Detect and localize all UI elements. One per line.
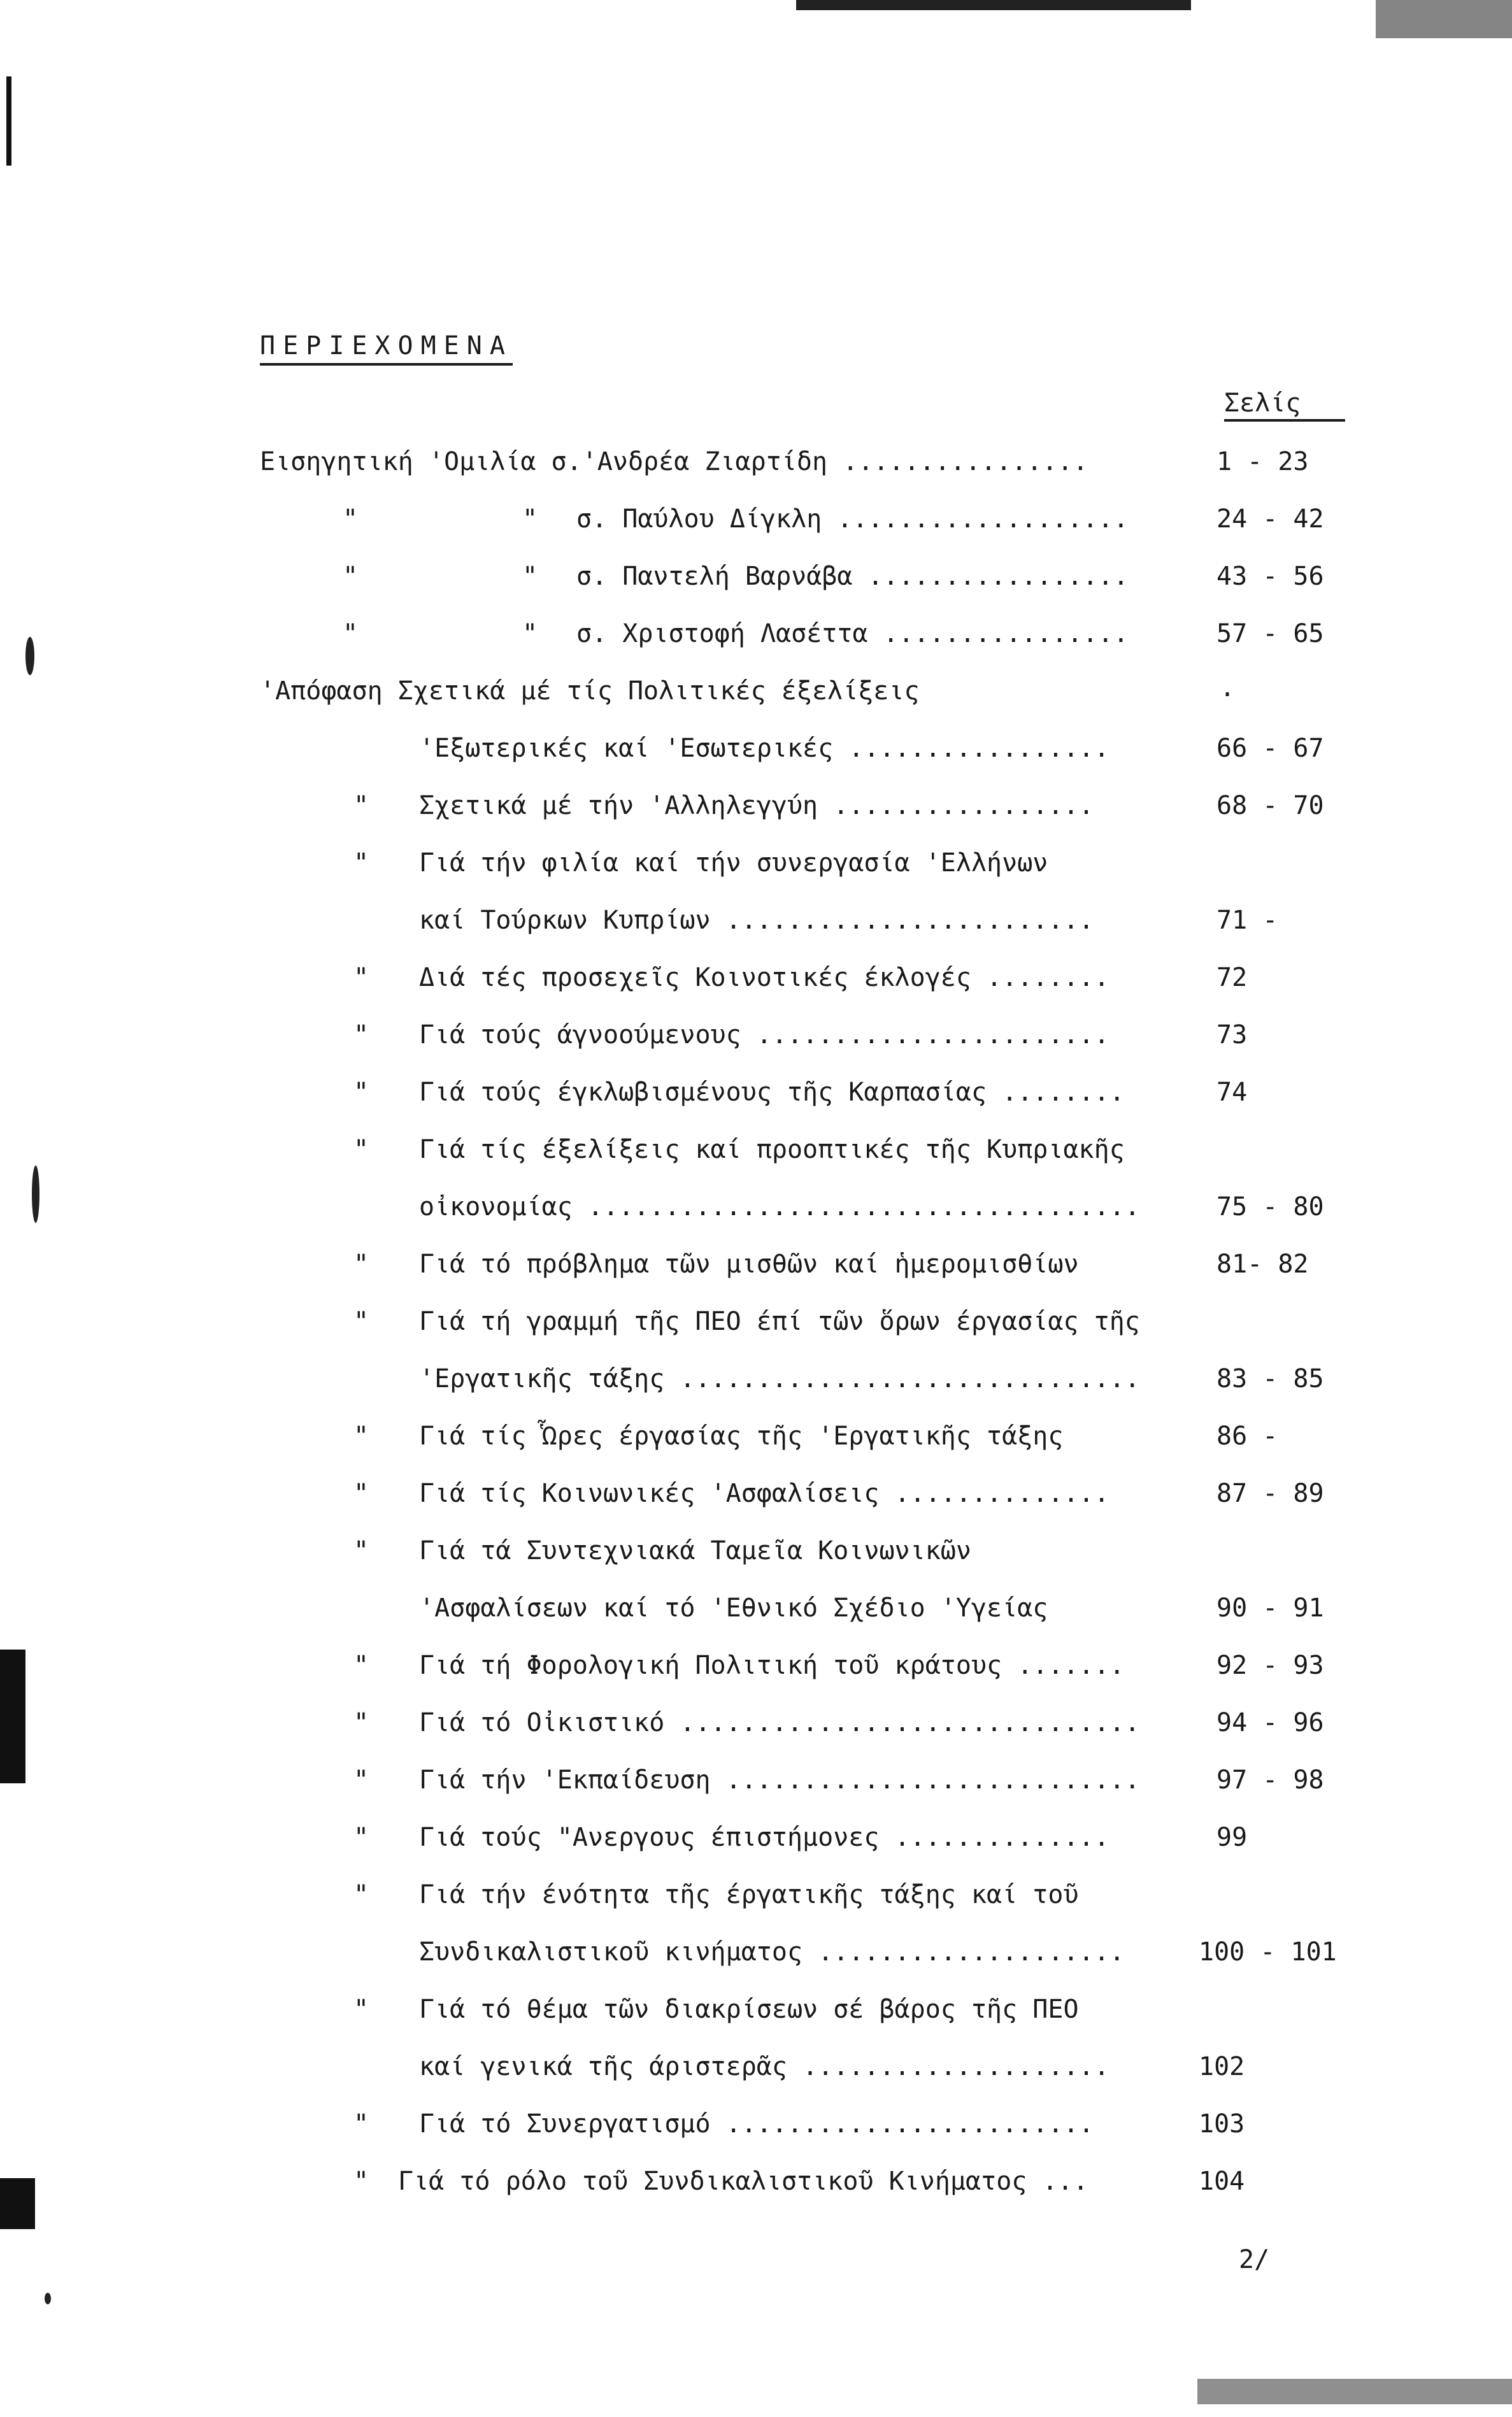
ditto-mark: " <box>353 1020 369 1050</box>
scan-edge-left-1 <box>6 76 11 166</box>
ditto-mark: " <box>353 963 369 992</box>
toc-entry-text: οἰκονομίας .................................... <box>419 1192 1140 1222</box>
ditto-mark: " <box>343 619 359 648</box>
toc-entry-text: Γιά τήν ένότητα τῆς έργατικῆς τάξης καί τοῦ <box>419 1880 1079 1909</box>
toc-entry-pages: 92 - 93 <box>1216 1651 1324 1680</box>
ditto-mark: " <box>353 1479 369 1508</box>
toc-entry-text: Συνδικαλιστικοῦ κινήματος .................... <box>419 1937 1125 1967</box>
ditto-mark: " <box>353 848 369 878</box>
toc-entry-pages: 57 - 65 <box>1216 619 1324 648</box>
toc-entry-text: 'Ασφαλίσεων καί τό 'Εθνικό Σχέδιο 'Υγείας <box>419 1594 1048 1623</box>
toc-entry-pages: 94 - 96 <box>1216 1708 1324 1737</box>
toc-entry-pages: 66 - 67 <box>1216 734 1324 763</box>
scan-edge-bottom-right <box>1197 2379 1512 2404</box>
toc-entry-pages: 72 <box>1216 963 1248 992</box>
ditto-mark: " <box>353 1536 369 1565</box>
toc-entry-pages: 75 - 80 <box>1216 1192 1324 1222</box>
toc-entry-text: Γιά τήν φιλία καί τήν συνεργασία 'Ελλήνων <box>419 848 1048 878</box>
scan-edge-top <box>796 0 1191 10</box>
speck <box>25 637 34 675</box>
scan-mark-left-3 <box>0 2178 35 2229</box>
toc-entry-text: σ. Παντελή Βαρνάβα ................. <box>576 562 1129 591</box>
ditto-mark: " <box>353 1708 369 1737</box>
toc-entry-text: Γιά τό Συνεργατισμό ........................ <box>419 2109 1094 2139</box>
toc-entry-text: σ. Χριστοφή Λασέττα ................ <box>576 619 1129 648</box>
toc-entry-text: Γιά τούς άγνοούμενους ....................... <box>419 1020 1109 1050</box>
toc-entry-pages: 99 <box>1216 1823 1248 1852</box>
toc-entry-text: Γιά τό ρόλο τοῦ Συνδικαλιστικοῦ Κινήματος ... <box>398 2167 1088 2196</box>
toc-entry-pages: 90 - 91 <box>1216 1594 1324 1623</box>
ditto-mark: " <box>353 1651 369 1680</box>
toc-entry-pages: 104 <box>1199 2167 1245 2196</box>
toc-entry-text: σ. Παύλου Δίγκλη ................... <box>576 504 1129 534</box>
toc-entry-pages: 24 - 42 <box>1216 504 1324 534</box>
toc-entry-pages: 43 - 56 <box>1216 562 1324 591</box>
toc-entry-pages: 100 - 101 <box>1199 1937 1337 1967</box>
ditto-mark: " <box>353 1078 369 1107</box>
ditto-mark: " <box>353 2167 369 2196</box>
page-title: ΠΕΡΙΕΧΟΜΕΝΑ <box>260 331 513 366</box>
ditto-mark: " <box>353 1995 369 2024</box>
toc-entry-pages: 68 - 70 <box>1216 791 1324 820</box>
ditto-mark: " <box>353 2109 369 2139</box>
speck <box>32 1166 39 1223</box>
toc-entry-text: 'Εξωτερικές καί 'Εσωτερικές ................. <box>419 734 1109 763</box>
toc-entry-text: Γιά τό Οἰκιστικό .............................. <box>419 1708 1140 1737</box>
toc-entry-pages: 81- 82 <box>1216 1250 1309 1279</box>
scan-edge-top-right <box>1376 0 1512 38</box>
ditto-mark: " <box>343 504 359 534</box>
toc-entry-text: Γιά τίς Κοινωνικές 'Ασφαλίσεις .............. <box>419 1479 1109 1508</box>
ditto-mark: " <box>353 1135 369 1164</box>
ditto-mark: " <box>353 791 369 820</box>
ditto-mark: " <box>353 1307 369 1336</box>
toc-entry-text: καί Τούρκων Κυπρίων ........................ <box>419 906 1094 935</box>
toc-entry-text: Γιά τά Συντεχνιακά Ταμεῖα Κοινωνικῶν <box>419 1536 971 1565</box>
scan-mark-left-2 <box>0 1650 25 1783</box>
toc-entry-pages: 73 <box>1216 1020 1248 1050</box>
toc-entry-pages: 87 - 89 <box>1216 1479 1324 1508</box>
toc-entry-text: Εισηγητική 'Ομιλία σ.'Ανδρέα Ζιαρτίδη ................ <box>260 447 1088 476</box>
toc-entry-pages: . <box>1220 673 1236 702</box>
toc-entry-text: Γιά τή γραμμή τῆς ΠΕΟ έπί τῶν ὅρων έργασίας τῆς <box>419 1307 1140 1336</box>
toc-entry-pages: 71 - <box>1216 906 1278 935</box>
toc-section-heading: 'Απόφαση Σχετικά μέ τίς Πολιτικές έξελίξεις <box>260 676 920 706</box>
page-column-header: Σελίς <box>1224 389 1345 422</box>
toc-entry-pages: 86 - <box>1216 1422 1278 1451</box>
page-number-footer: 2/ <box>1239 2245 1270 2274</box>
ditto-mark: " <box>522 504 538 534</box>
ditto-mark: " <box>343 562 359 591</box>
ditto-mark: " <box>522 562 538 591</box>
toc-entry-text: καί γενικά τῆς άριστερᾶς .................... <box>419 2052 1109 2081</box>
toc-entry-text: Σχετικά μέ τήν 'Αλληλεγγύη ................. <box>419 791 1094 820</box>
toc-entry-text: Γιά τή Φορολογική Πολιτική τοῦ κράτους ....... <box>419 1651 1125 1680</box>
toc-entry-text: Γιά τίς έξελίξεις καί προοπτικές τῆς Κυπριακῆς <box>419 1135 1125 1164</box>
ditto-mark: " <box>353 1422 369 1451</box>
toc-entry-text: Γιά τούς "Ανεργους έπιστήμονες .............. <box>419 1823 1109 1852</box>
ditto-mark: " <box>353 1823 369 1852</box>
toc-entry-pages: 83 - 85 <box>1216 1364 1324 1394</box>
toc-entry-text: Γιά τό θέμα τῶν διακρίσεων σέ βάρος τῆς ΠΕΟ <box>419 1995 1079 2024</box>
toc-entry-pages: 74 <box>1216 1078 1248 1107</box>
toc-entry-text: Γιά τούς έγκλωβισμένους τῆς Καρπασίας ........ <box>419 1078 1125 1107</box>
toc-entry-text: Γιά τό πρόβλημα τῶν μισθῶν καί ἡμερομισθίων <box>419 1250 1079 1279</box>
toc-entry-text: Γιά τήν 'Εκπαίδευση ........................... <box>419 1765 1140 1795</box>
speck <box>45 2293 51 2304</box>
ditto-mark: " <box>353 1765 369 1795</box>
toc-entry-pages: 97 - 98 <box>1216 1765 1324 1795</box>
toc-entry-text: 'Εργατικῆς τάξης .............................. <box>419 1364 1140 1394</box>
toc-entry-pages: 1 - 23 <box>1216 447 1309 476</box>
ditto-mark: " <box>353 1250 369 1279</box>
toc-entry-text: Διά τές προσεχεῖς Κοινοτικές έκλογές ........ <box>419 963 1109 992</box>
toc-entry-text: Γιά τίς Ὧρες έργασίας τῆς 'Εργατικῆς τάξης <box>419 1422 1064 1451</box>
toc-entry-pages: 103 <box>1199 2109 1245 2139</box>
ditto-mark: " <box>353 1880 369 1909</box>
ditto-mark: " <box>522 619 538 648</box>
toc-entry-pages: 102 <box>1199 2052 1245 2081</box>
